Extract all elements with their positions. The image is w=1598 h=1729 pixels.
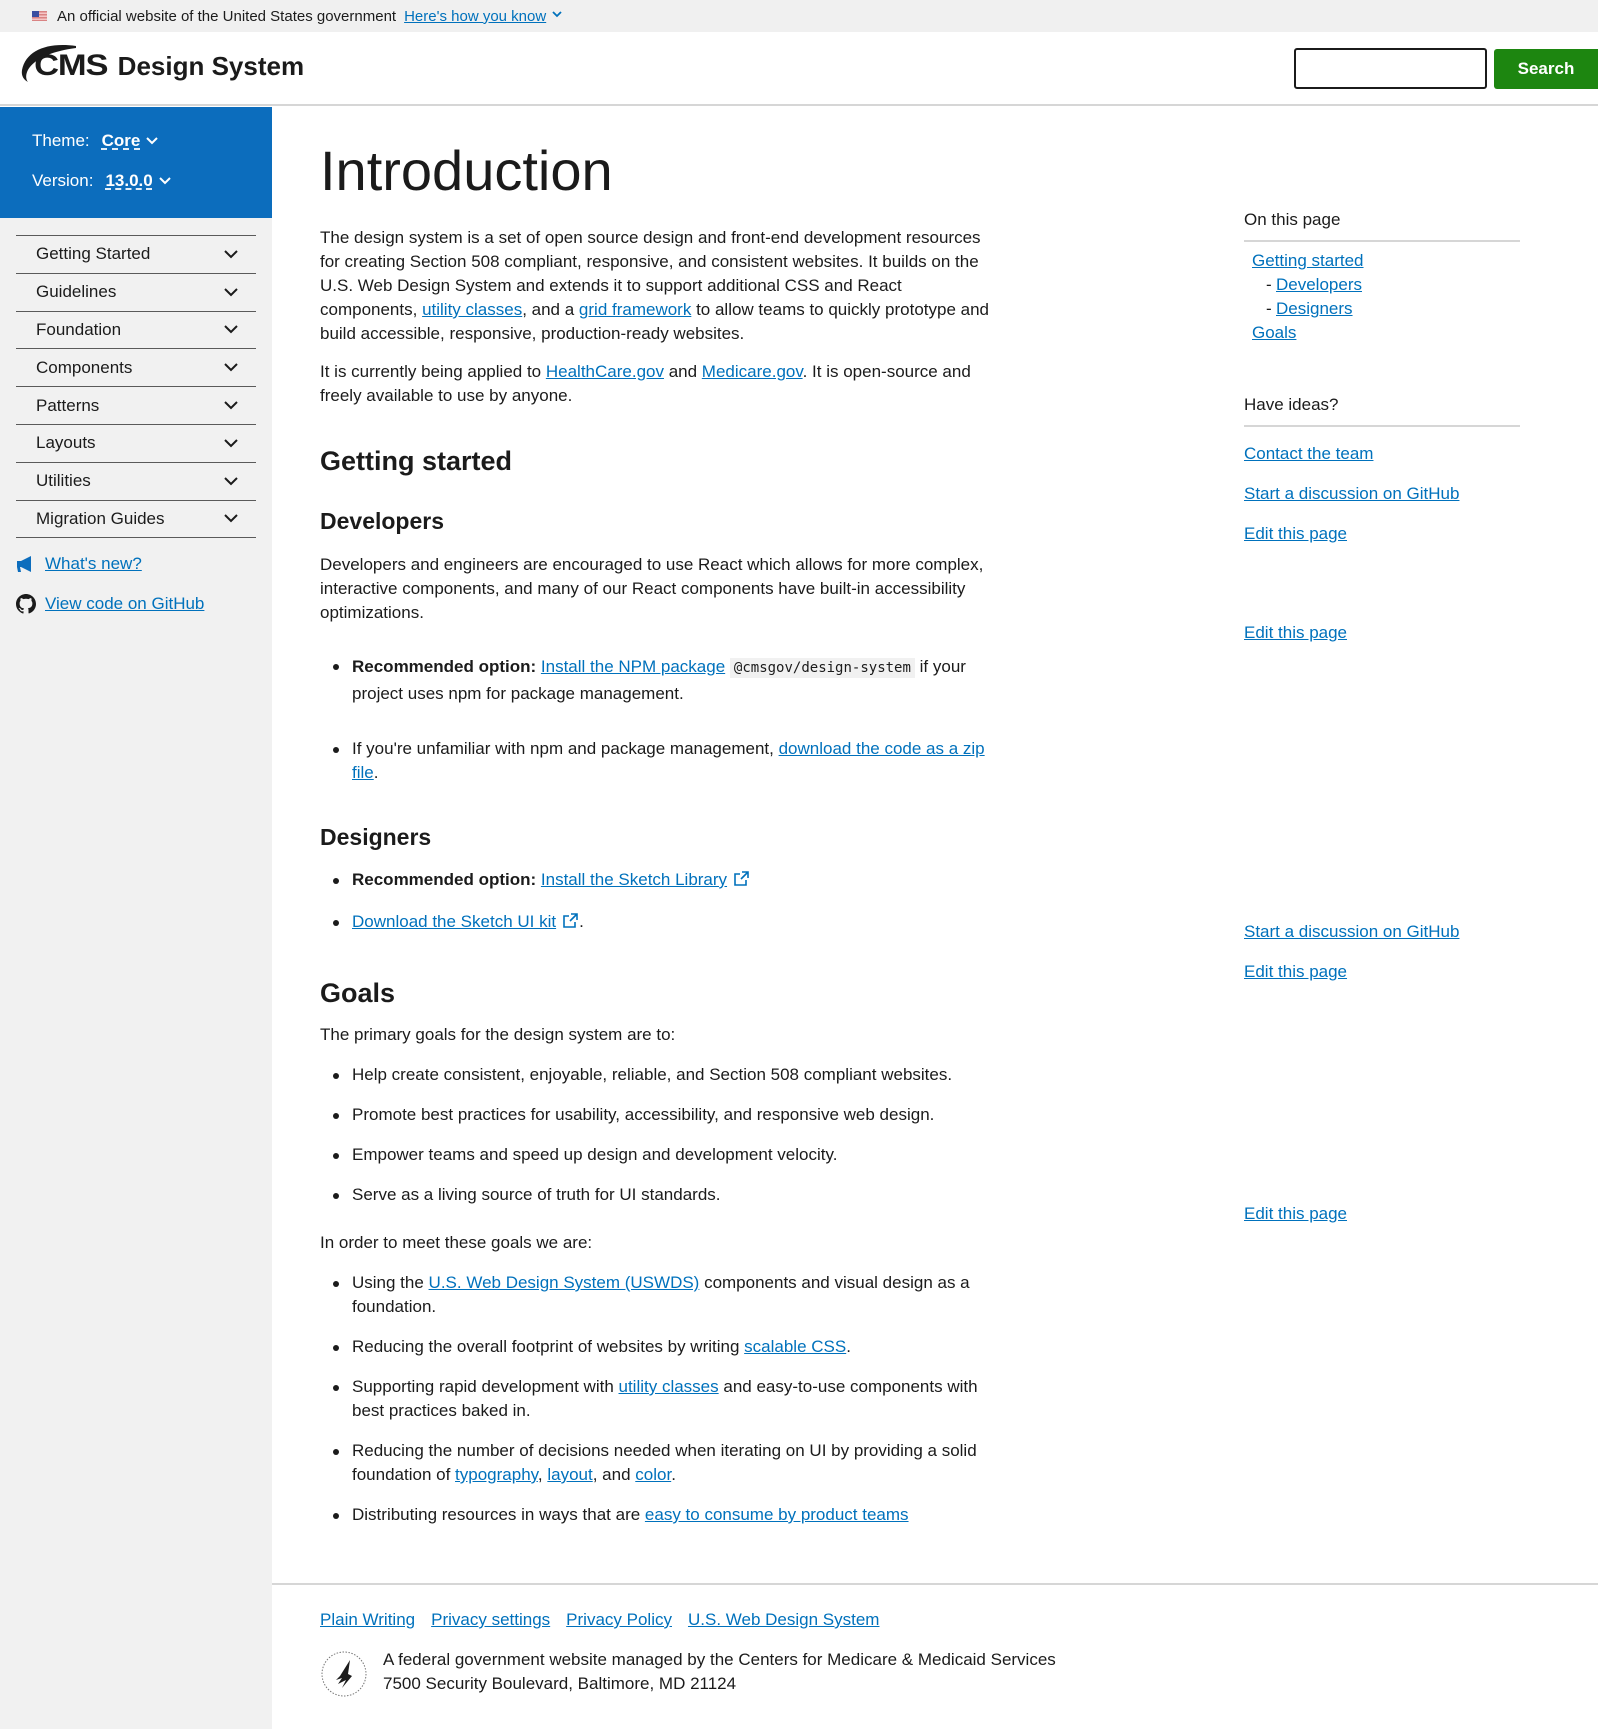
chevron-down-icon[interactable] [224,477,238,486]
version-value[interactable]: 13.0.0 [105,171,153,190]
list-text: . [579,912,584,931]
site-header [0,32,1598,106]
list-item: Empower teams and speed up design and development velocity. [320,1143,1000,1167]
list-item [320,1439,1000,1487]
github-icon [16,594,36,614]
toc-developers-link[interactable]: Developers [1276,275,1362,294]
start-discussion-link[interactable]: Start a discussion on GitHub [1244,484,1460,503]
goals-intro: The primary goals for the design system are to: [320,1025,676,1044]
utility-classes-link[interactable]: utility classes [422,300,523,319]
getting-started-heading: Getting started [320,446,513,476]
healthcare-gov-link[interactable]: HealthCare.gov [545,362,664,381]
list-item: Serve as a living source of truth for UI standards. [320,1183,1000,1207]
list-text: components and visual design as a foundation. [352,1273,970,1316]
sidebar [0,107,272,1729]
toc-goals-link[interactable]: Goals [1252,323,1297,342]
uswds-link[interactable]: U.S. Web Design System (USWDS) [428,1273,700,1292]
gov-banner-text: An official website of the United States government [57,7,397,25]
gov-banner [0,0,1598,32]
list-text: , and [592,1465,636,1484]
list-text: If you're unfamiliar with npm and package management, [352,739,779,758]
sidebar-item-label: Migration Guides [36,508,165,528]
chevron-down-icon[interactable] [224,439,238,448]
cms-logo-mark: CMS [34,49,108,82]
list-item [320,910,1000,936]
hhs-seal-icon [320,1650,368,1698]
theme-label: Theme: [32,131,90,150]
footer-links [320,1610,879,1630]
chevron-down-icon[interactable] [224,401,238,410]
chevron-down-icon[interactable] [159,174,171,188]
theme-value[interactable]: Core [101,131,141,150]
sidebar-item-label: Utilities [36,471,91,491]
list-text: and easy-to-use components with best practices baked in. [352,1377,978,1420]
theme-selector[interactable] [32,131,158,151]
edit-page-link[interactable]: Edit this page [1244,1204,1348,1223]
heres-how-you-know-link[interactable]: Here's how you know [404,7,547,25]
uswds-footer-link[interactable]: U.S. Web Design System [687,1610,880,1629]
list-item [320,1271,1000,1319]
privacy-policy-link[interactable]: Privacy Policy [566,1610,672,1629]
designers-list [320,868,1000,936]
goals-heading: Goals [320,978,396,1008]
view-code-github-link[interactable]: View code on GitHub [45,594,205,613]
sidebar-item-label: Foundation [36,319,122,339]
recommended-label: Recommended option: [352,870,537,889]
site-title: Design System [117,50,305,81]
footer-divider [272,1583,1598,1585]
page-title: Introduction [320,139,613,202]
list-item [320,737,1000,785]
list-text: if your project uses npm for package management. [352,657,966,703]
color-link[interactable]: color [635,1465,672,1484]
easy-to-consume-link[interactable]: easy to consume by product teams [644,1505,909,1524]
chevron-down-icon[interactable] [224,325,238,334]
us-flag-icon [32,11,47,21]
download-sketch-ui-kit-link[interactable]: Download the Sketch UI kit [352,912,557,931]
list-text: . [846,1337,851,1356]
list-text: Distributing resources in ways that are [352,1505,645,1524]
meet-goals-intro: In order to meet these goals we are: [320,1233,593,1252]
sidebar-item-layouts[interactable] [16,425,256,463]
sidebar-item-getting-started[interactable] [16,236,256,274]
designers-heading: Designers [320,824,432,850]
list-item [320,1375,1000,1423]
list-text: . [671,1465,676,1484]
plain-writing-link[interactable]: Plain Writing [320,1610,416,1629]
edit-page-link[interactable]: Edit this page [1244,962,1348,981]
sidebar-item-label: Layouts [36,433,96,453]
developers-paragraph: Developers and engineers are encouraged to use React which allows for more complex, interactive components, and many of our React components have built-in accessibility optimizations. [320,555,984,622]
install-npm-link[interactable]: Install the NPM package [540,657,726,676]
layout-link[interactable]: layout [547,1465,593,1484]
whats-new-link[interactable]: What's new? [45,554,142,573]
intro-text: , and a [522,300,579,319]
list-item [320,868,1000,894]
chevron-down-icon[interactable] [552,10,562,21]
package-name-code: @cmsgov/design-system [730,658,915,678]
footer-agency-line: A federal government website managed by the Centers for Medicare & Medicaid Services [383,1650,1056,1669]
utility-classes-link[interactable]: utility classes [618,1377,719,1396]
medicare-gov-link[interactable]: Medicare.gov [701,362,803,381]
edit-page-link[interactable]: Edit this page [1244,524,1348,543]
footer-text [383,1648,1056,1696]
list-item: Promote best practices for usability, accessibility, and responsive web design. [320,1103,1000,1127]
chevron-down-icon[interactable] [224,250,238,259]
toc-getting-started-link[interactable]: Getting started [1252,251,1364,270]
sidebar-item-label: Guidelines [36,282,117,302]
scalable-css-link[interactable]: scalable CSS [744,1337,847,1356]
privacy-settings-link[interactable]: Privacy settings [431,1610,551,1629]
sidebar-item-components[interactable] [16,349,256,387]
grid-framework-link[interactable]: grid framework [578,300,692,319]
version-selector[interactable] [32,171,171,191]
developers-heading: Developers [320,508,445,534]
sidebar-item-foundation[interactable] [16,312,256,350]
developers-list [320,654,1000,785]
list-item [320,654,1000,707]
github-link-row[interactable] [16,594,204,614]
list-text: Using the [352,1273,429,1292]
sidebar-nav [16,235,256,538]
sidebar-item-patterns[interactable] [16,387,256,425]
toc-designers-link[interactable]: Designers [1276,299,1353,318]
list-item [320,1335,1000,1359]
search-input[interactable] [1294,48,1487,89]
edit-page-link[interactable]: Edit this page [1244,623,1348,642]
version-label: Version: [32,171,94,190]
contact-team-link[interactable]: Contact the team [1244,444,1374,463]
intro-text: to allow teams to quickly prototype and build accessible, responsive, production-ready websites. [320,300,990,343]
chevron-down-icon[interactable] [224,288,238,297]
toc-dash: - [1266,275,1272,294]
intro-paragraph-2 [320,360,1000,408]
intro-text: The design system is a set of open source design and front-end development resources for creating Section 508 compliant, responsive, and consistent websites. It builds on the U.S. Web Design System and extends it to support additional CSS and React components, [320,228,981,319]
download-zip-link[interactable]: download the code as a zip file [352,739,985,782]
sidebar-item-utilities[interactable] [16,463,256,501]
intro-text: . It is open-source and freely available to use by anyone. [320,362,971,405]
meet-goals-list [320,1271,1000,1527]
intro-text: and [663,362,702,381]
external-link-icon [733,870,750,894]
list-item [320,1503,1000,1527]
cms-logo[interactable] [18,46,304,86]
sidebar-item-migration-guides[interactable] [16,501,256,539]
chevron-down-icon[interactable] [224,363,238,372]
list-text: Reducing the number of decisions needed when iterating on UI by providing a solid foundation of [352,1441,977,1484]
search-button[interactable]: Search [1494,49,1598,89]
intro-text: It is currently being applied to [320,362,546,381]
on-this-page-heading: On this page [1244,210,1341,229]
megaphone-icon [16,554,36,574]
goals-list [320,1063,1000,1207]
divider [1244,425,1520,427]
list-text: . [373,763,379,782]
list-text: Reducing the overall footprint of websites by writing [352,1337,745,1356]
have-ideas-heading: Have ideas? [1244,395,1339,414]
recommended-label: Recommended option: [352,657,537,676]
divider [1244,240,1520,242]
sidebar-item-label: Components [36,357,133,377]
list-item: Help create consistent, enjoyable, reliable, and Section 508 compliant websites. [320,1063,1000,1087]
chevron-down-icon[interactable] [224,514,238,523]
list-text: Supporting rapid development with [352,1377,619,1396]
toc-dash: - [1266,299,1272,318]
whats-new-link-row[interactable] [16,554,142,574]
external-link-icon [562,912,579,936]
sidebar-item-label: Patterns [36,395,100,415]
sidebar-item-guidelines[interactable] [16,274,256,312]
typography-link[interactable]: typography [455,1465,538,1484]
footer-address-line: 7500 Security Boulevard, Baltimore, MD 21124 [383,1674,737,1693]
install-sketch-library-link[interactable]: Install the Sketch Library [540,870,728,889]
sidebar-item-label: Getting Started [36,244,151,264]
intro-paragraph-1 [320,226,1000,346]
chevron-down-icon[interactable] [146,134,158,148]
start-discussion-link[interactable]: Start a discussion on GitHub [1244,922,1460,941]
theme-version-panel [0,107,272,218]
list-text: , [537,1465,548,1484]
